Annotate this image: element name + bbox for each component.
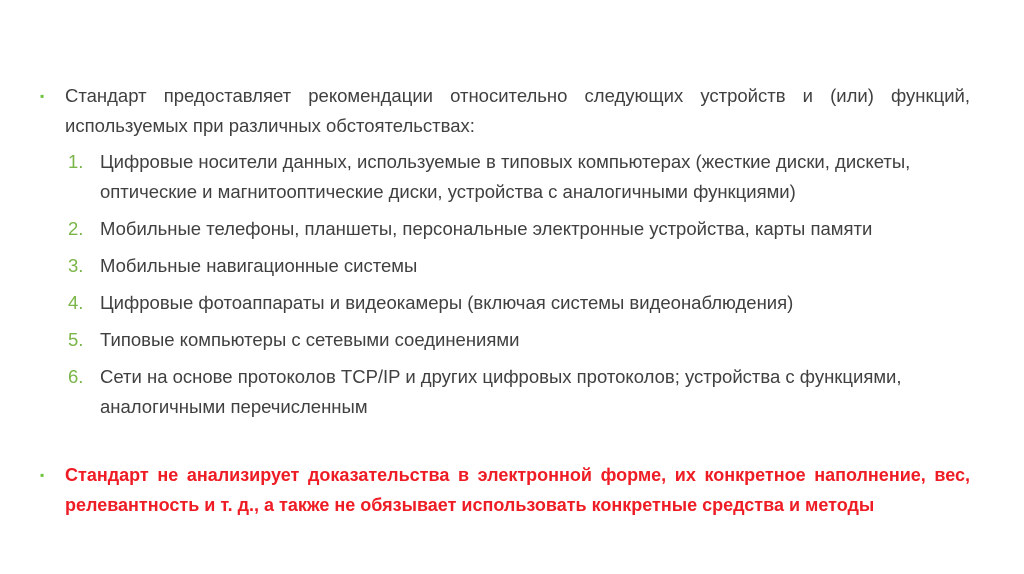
list-item — [68, 251, 964, 281]
list-item-number: 2. — [68, 218, 84, 239]
list-item-text: Мобильные телефоны, планшеты, персональные электронные устройства, карты памяти — [100, 218, 873, 239]
list-item — [68, 325, 964, 355]
list-item-text: Цифровые носители данных, используемые в типовых компьютерах (жесткие диски, дискеты, оптические и магнитооптические диски, устройства с аналогичными функциями) — [100, 151, 911, 202]
bullet-icon: ▪ — [40, 89, 45, 103]
list-item — [68, 214, 964, 244]
list-item-number: 5. — [68, 329, 84, 350]
note-text: Стандарт не анализирует доказательства в электронной форме, их конкретное наполнение, вес, релевантность и т. д., а также не обязывает использовать конкретные средства и методы — [65, 465, 970, 515]
list-item-text: Типовые компьютеры с сетевыми соединениями — [100, 329, 520, 350]
list-item-text: Сети на основе протоколов TCP/IP и других цифровых протоколов; устройства с функциями, аналогичными перечисленным — [100, 366, 902, 417]
list-item-text: Мобильные навигационные системы — [100, 255, 418, 276]
list-item-text: Цифровые фотоаппараты и видеокамеры (включая системы видеонаблюдения) — [100, 292, 794, 313]
list-item-number: 6. — [68, 366, 84, 387]
list-item — [68, 362, 964, 422]
numbered-list — [68, 147, 964, 429]
list-item — [68, 147, 964, 207]
list-item-number: 3. — [68, 255, 84, 276]
list-item-number: 4. — [68, 292, 84, 313]
intro-bullet — [40, 81, 970, 141]
list-item — [68, 288, 964, 318]
note-bullet — [40, 460, 970, 520]
list-item-number: 1. — [68, 151, 84, 172]
bullet-icon: ▪ — [40, 468, 45, 482]
intro-text: Стандарт предоставляет рекомендации относительно следующих устройств и (или) функций, используемых при различных обстоятельствах: — [65, 85, 970, 136]
